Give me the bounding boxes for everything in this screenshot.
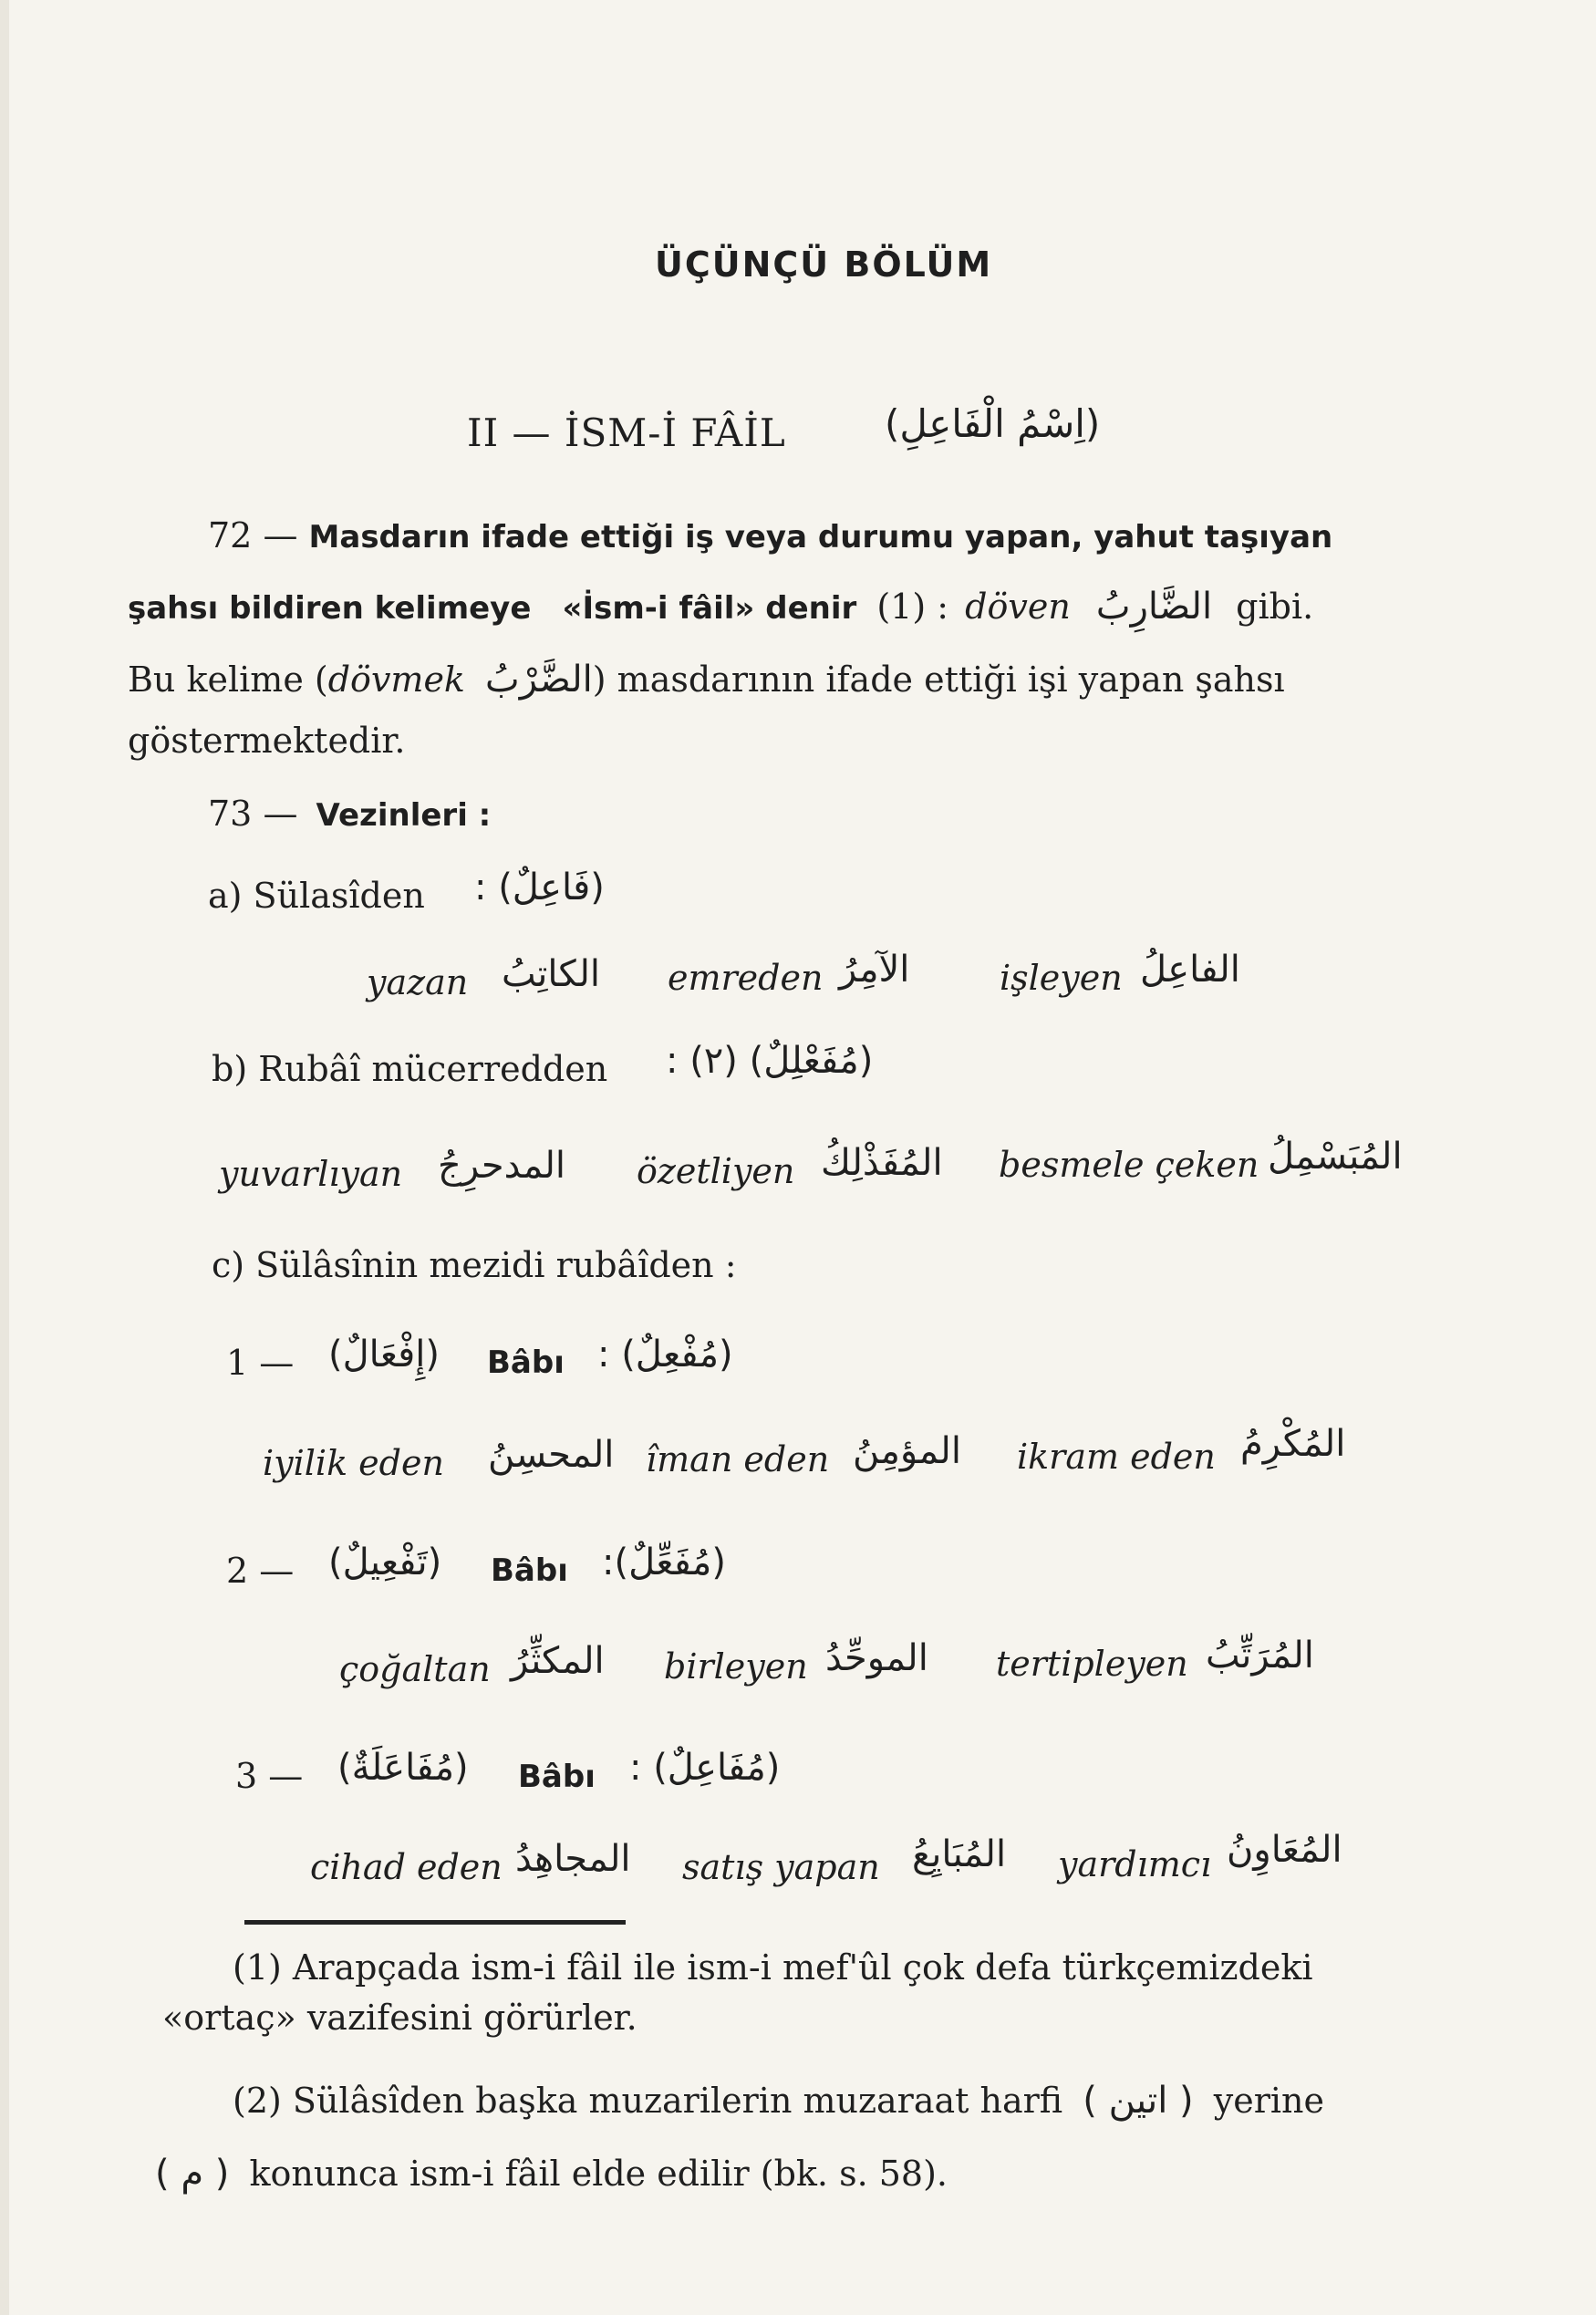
b-example-2-tr: özetliyen xyxy=(637,1151,795,1191)
para73-dash: — xyxy=(263,794,298,834)
bab-1-example-3-tr: ikram eden xyxy=(1017,1437,1216,1477)
b-example-1-ar: المدحرِجُ xyxy=(438,1145,566,1187)
bab-1-number xyxy=(226,1343,294,1383)
bab-2-vezin: (مُفَعِّلٌ): xyxy=(602,1542,726,1583)
para72-footnote-ref: (1) : xyxy=(876,587,949,627)
bab-1-masdar: (إِفْعَالٌ) xyxy=(328,1334,440,1376)
bab-1-example-1-tr: iyilik eden xyxy=(263,1443,444,1483)
para72-line1 xyxy=(208,515,1332,555)
bab-1-num: 1 xyxy=(226,1343,249,1383)
bab-1-example-2-ar: المؤمِنُ xyxy=(853,1430,961,1472)
section-number: II xyxy=(467,410,500,455)
b-example-1-tr: yuvarlıyan xyxy=(219,1154,403,1194)
para72-dash: — xyxy=(263,515,298,555)
para72-line3-a: Bu kelime ( xyxy=(128,659,328,700)
bab-3-example-2-tr: satış yapan xyxy=(682,1847,880,1887)
footnote-2-text-a: (2) Sülâsîden başka muzarilerin muzaraat harfi xyxy=(233,2081,1063,2121)
bab-1-example-3-ar: المُكْرِمُ xyxy=(1240,1423,1346,1465)
bab-3-example-2-ar: المُبَايِعُ xyxy=(912,1833,1007,1875)
bab-2-masdar: (تَفْعِيلٌ) xyxy=(328,1542,442,1583)
footnote-2-line1 xyxy=(233,2080,1324,2122)
section-b-label: b) Rubâî mücerredden xyxy=(212,1049,608,1089)
para73-title: Vezinleri : xyxy=(316,797,492,834)
section-arabic-title: (اِسْمُ الْفَاعِلِ) xyxy=(885,401,1101,446)
para72-example-tr: döven xyxy=(965,587,1071,627)
a-example-1-tr: yazan xyxy=(367,962,469,1002)
bab-2-dash: — xyxy=(259,1551,295,1591)
footnote-2-line2 xyxy=(155,2153,948,2195)
bab-3-example-3-ar: المُعَاوِنُ xyxy=(1227,1829,1342,1871)
para72-example-ar: الضَّارِبُ xyxy=(1095,586,1213,628)
para72-line2-bold-a: şahsı bildiren kelimeye xyxy=(128,590,532,627)
para72-line1-text: Masdarın ifade ettiği iş veya durumu yapan, yahut taşıyan xyxy=(308,519,1333,555)
bab-3-masdar: (مُفَاعَلَةٌ) xyxy=(337,1747,469,1789)
bab-3-num: 3 xyxy=(235,1756,258,1796)
bab-3-dash: — xyxy=(268,1756,304,1796)
para72-line4: göstermektedir. xyxy=(128,721,406,761)
bab-2-number xyxy=(226,1551,294,1591)
section-c-label: c) Sülâsînin mezidi rubâîden : xyxy=(212,1245,737,1285)
b-example-3-ar: المُبَسْمِلُ xyxy=(1268,1136,1403,1178)
chapter-title: ÜÇÜNÇÜ BÖLÜM xyxy=(655,244,993,285)
para72-line3-arabic: الضَّرْبُ xyxy=(485,659,593,701)
bab-2-example-2-ar: الموحِّدُ xyxy=(825,1637,928,1679)
bab-1-word: Bâbı xyxy=(487,1344,565,1381)
b-example-3-tr: besmele çeken xyxy=(999,1145,1259,1185)
para72-line3 xyxy=(128,659,1285,701)
bab-2-word: Bâbı xyxy=(491,1552,568,1589)
footnote-2-text-c: konunca ism-i fâil elde edilir (bk. s. 58). xyxy=(249,2154,948,2194)
para72-line3-example: dövmek xyxy=(327,659,465,700)
section-b-arabic: (مُفَعْلِلٌ) (٢) : xyxy=(666,1040,874,1082)
footnote-2-arabic-letters: ( اتين ) xyxy=(1083,2080,1194,2122)
bab-3-number xyxy=(235,1756,303,1796)
footnote-1-line2: «ortaç» vazifesini görürler. xyxy=(162,1998,637,2038)
page-edge-shadow xyxy=(0,0,9,2315)
bab-2-example-3-tr: tertipleyen xyxy=(996,1644,1188,1684)
para72-term: «İsm-i fâil» denir xyxy=(562,590,857,627)
para73-number: 73 xyxy=(208,794,253,834)
section-a-arabic: (فَاعِلٌ) : xyxy=(474,867,605,908)
a-example-2-ar: الآمِرُ xyxy=(839,949,910,991)
bab-1-vezin: (مُفْعِلٌ) : xyxy=(597,1334,733,1376)
footnote-2-arabic-mim: ( م ) xyxy=(155,2153,230,2195)
bab-2-example-1-ar: المكثِّرُ xyxy=(511,1640,605,1682)
bab-2-num: 2 xyxy=(226,1551,249,1591)
footnote-2-text-b: yerine xyxy=(1213,2081,1324,2121)
footnote-1-line1: (1) Arapçada ism-i fâil ile ism-i mef'ûl çok defa türkçemizdeki xyxy=(233,1947,1313,1988)
a-example-1-ar: الكاتِبُ xyxy=(502,953,600,995)
section-heading xyxy=(467,410,786,455)
section-dash: — xyxy=(512,410,552,455)
section-title: İSM-İ FÂİL xyxy=(564,410,786,455)
bab-2-example-2-tr: birleyen xyxy=(664,1646,808,1687)
a-example-2-tr: emreden xyxy=(668,958,824,998)
bab-3-word: Bâbı xyxy=(518,1759,596,1795)
para72-line3-b: ) masdarının ifade ettiği işi yapan şahsı xyxy=(592,659,1285,700)
para73-heading xyxy=(208,794,491,834)
bab-3-example-1-tr: cihad eden xyxy=(310,1847,503,1887)
a-example-3-tr: işleyen xyxy=(1000,958,1123,998)
para72-line2 xyxy=(128,586,1313,628)
bab-1-dash: — xyxy=(259,1343,295,1383)
bab-2-example-3-ar: المُرَتِّبُ xyxy=(1206,1635,1314,1677)
para72-number: 72 xyxy=(208,515,253,555)
b-example-2-ar: المُفَذْلِكُ xyxy=(821,1142,943,1184)
footnote-separator xyxy=(244,1920,626,1925)
a-example-3-ar: الفاعِلُ xyxy=(1140,949,1240,991)
bab-2-example-1-tr: çoğaltan xyxy=(339,1649,491,1689)
bab-3-example-3-tr: yardımcı xyxy=(1058,1844,1212,1884)
bab-1-example-2-tr: îman eden xyxy=(646,1439,830,1479)
bab-1-example-1-ar: المحسِنُ xyxy=(488,1434,615,1476)
bab-3-example-1-ar: المجاهِدُ xyxy=(515,1838,631,1880)
section-a-label: a) Sülasîden xyxy=(208,876,425,916)
bab-3-vezin: (مُفَاعِلٌ) : xyxy=(629,1747,781,1789)
para72-gibi: gibi. xyxy=(1236,587,1314,627)
